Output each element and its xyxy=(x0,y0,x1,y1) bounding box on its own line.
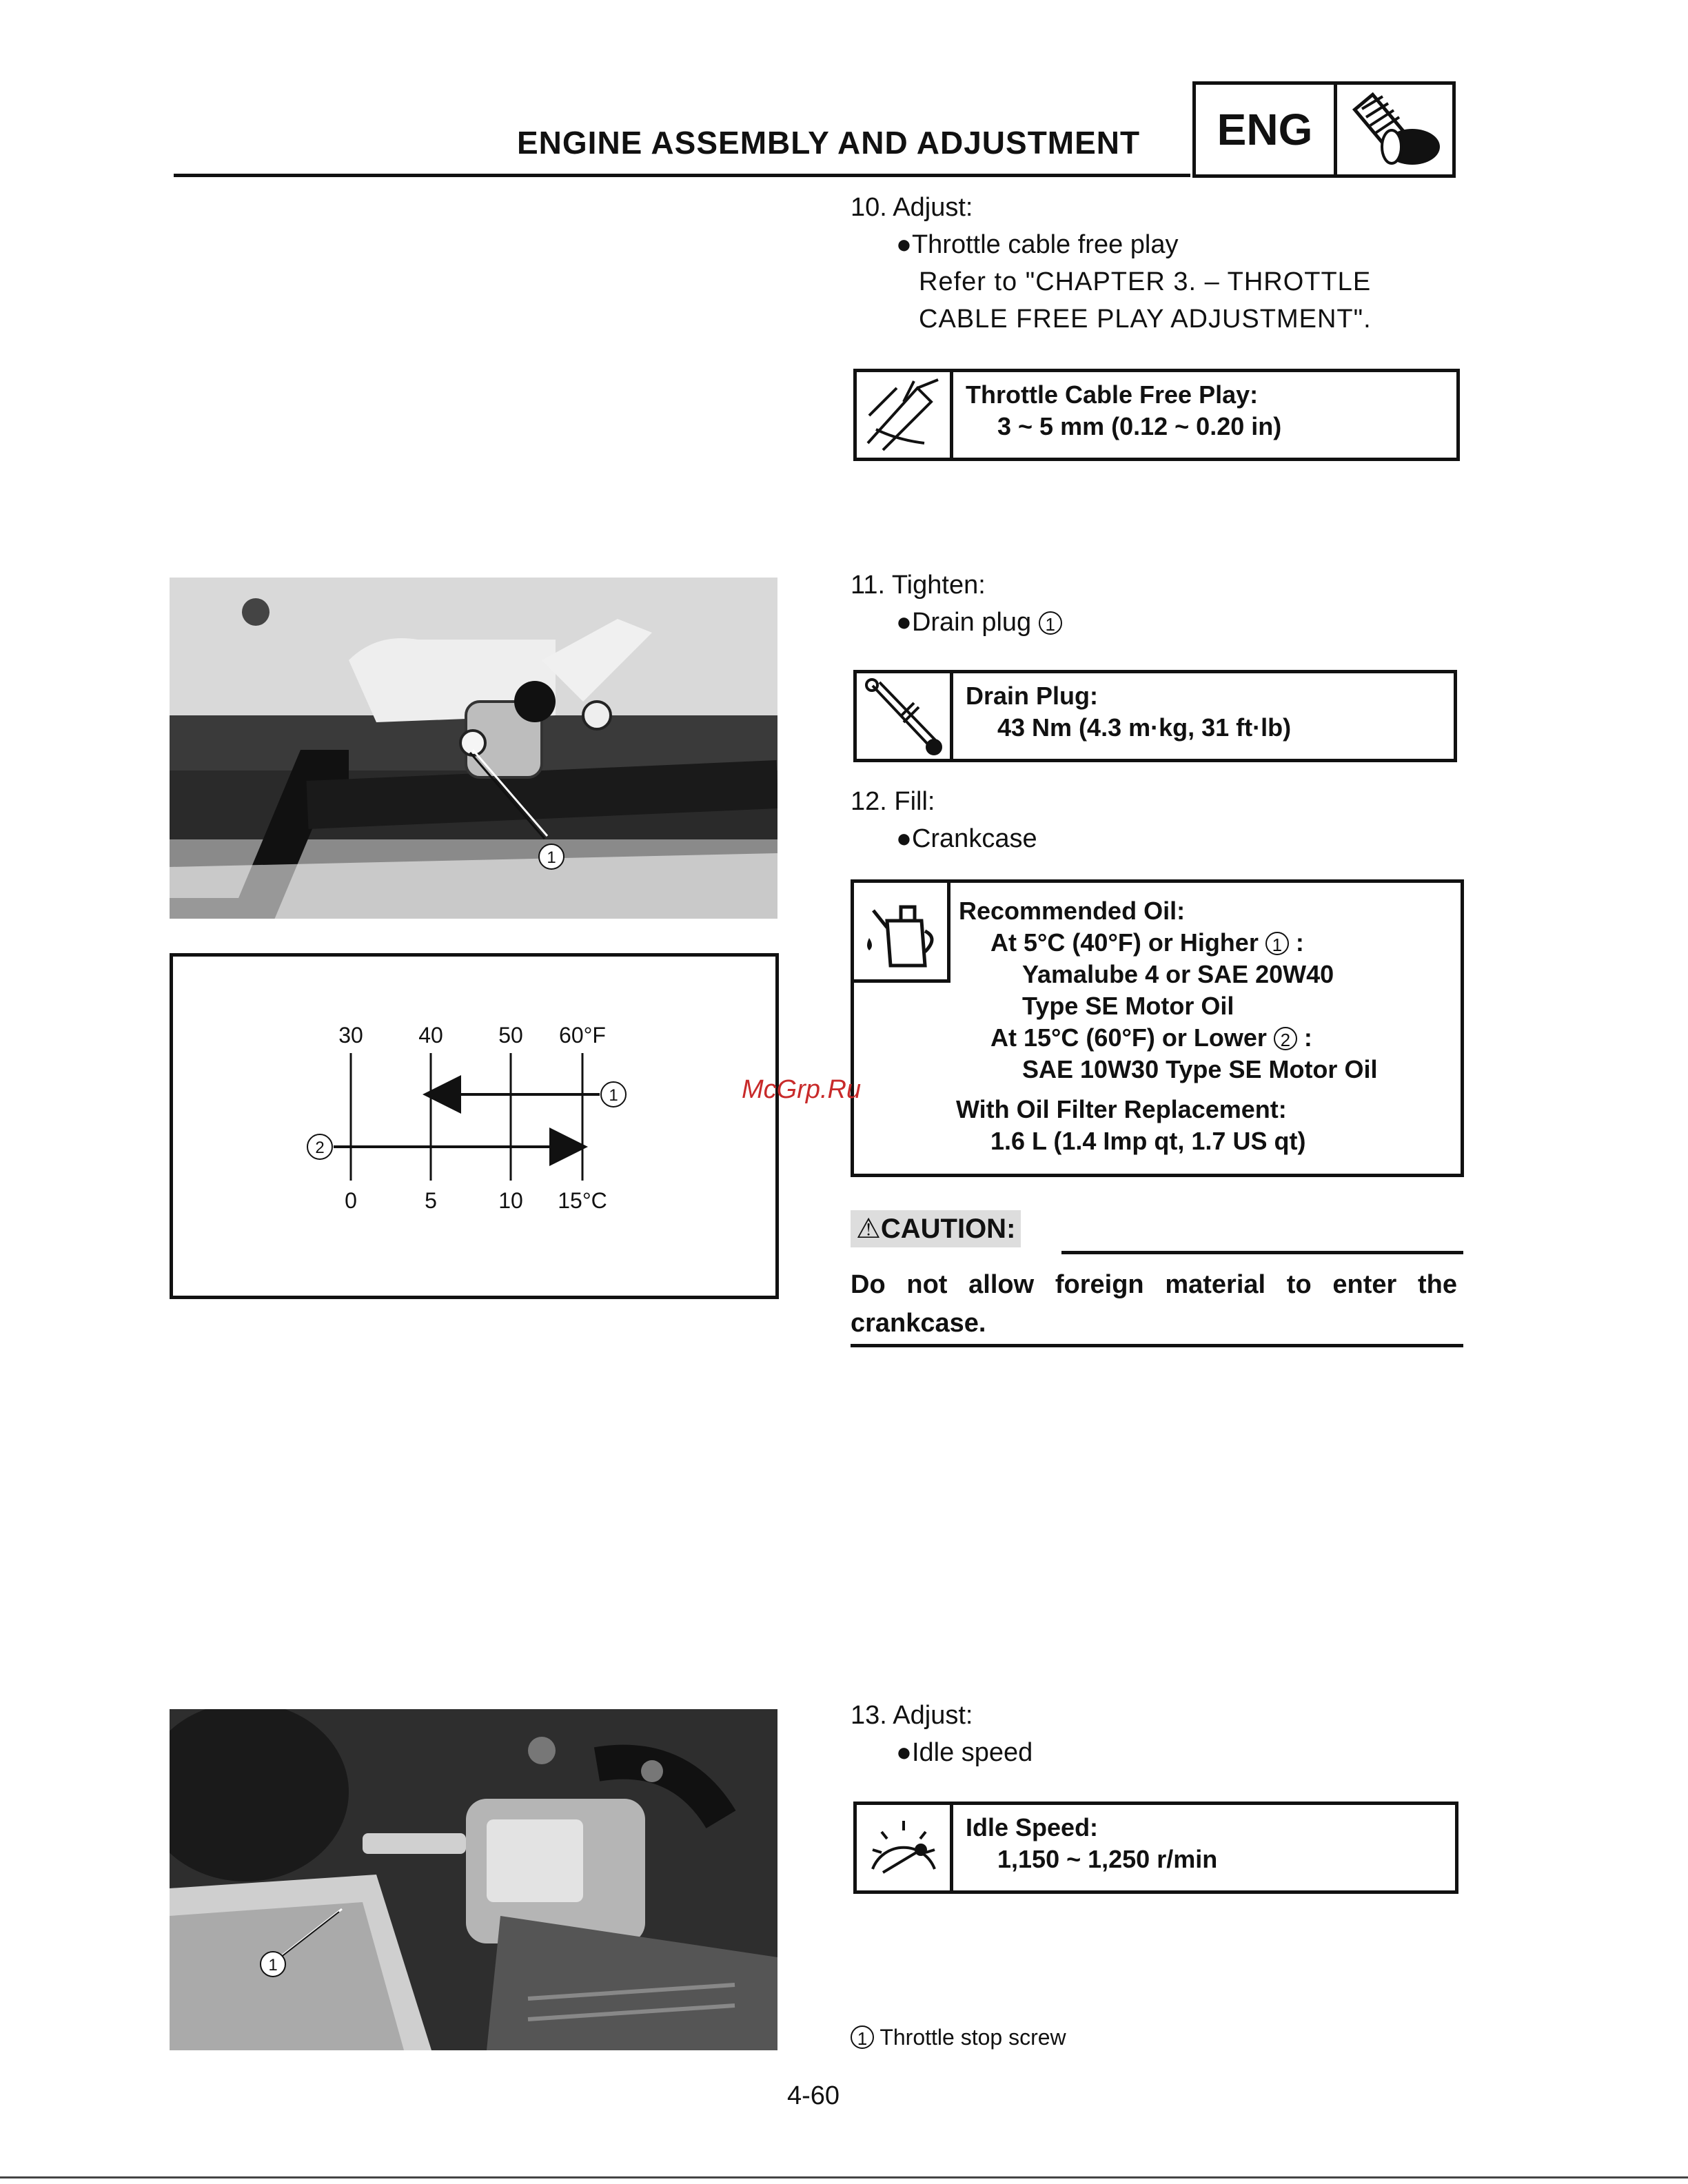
chapter-badge xyxy=(1192,81,1456,178)
fahrenheit-tick-label: 60°F xyxy=(559,1023,606,1048)
fahrenheit-tick-label: 30 xyxy=(338,1023,363,1048)
watermark: McGrp.Ru xyxy=(742,1075,862,1104)
chapter-badge-label: ENG xyxy=(1196,85,1337,174)
page-bottom-rule xyxy=(0,2176,1688,2178)
step-12-heading: 12. Fill: xyxy=(851,787,935,816)
caution-bottom-rule xyxy=(851,1344,1463,1347)
throttle-free-play-spec xyxy=(853,369,1460,461)
engine-icon xyxy=(1337,85,1452,174)
celsius-tick-label: 15°C xyxy=(558,1188,607,1213)
spec-value: 43 Nm (4.3 m·kg, 31 ft·lb) xyxy=(997,713,1292,742)
throttle-stop-screw-photo xyxy=(170,1709,777,2050)
oil-temperature-chart xyxy=(170,953,779,1299)
spec-value: 1,150 ~ 1,250 r/min xyxy=(997,1845,1218,1873)
step-10-reference-line2: CABLE FREE PLAY ADJUSTMENT". xyxy=(919,305,1372,334)
spec-label: Throttle Cable Free Play: xyxy=(966,380,1259,409)
photo-caption-text: Throttle stop screw xyxy=(879,2025,1066,2050)
section-title: ENGINE ASSEMBLY AND ADJUSTMENT xyxy=(517,125,1141,161)
oil-type-1a: Yamalube 4 or SAE 20W40 xyxy=(1022,960,1334,988)
recommended-oil-spec xyxy=(851,879,1464,1177)
oil-type-1b: Type SE Motor Oil xyxy=(1022,992,1234,1020)
photo-callout-1: 1 xyxy=(268,1956,278,1974)
spec-label: Recommended Oil: xyxy=(959,897,1186,925)
tachometer-icon xyxy=(857,1805,953,1890)
step-11-item xyxy=(896,608,1062,637)
celsius-tick-label: 0 xyxy=(345,1188,357,1213)
oil-filter-label: With Oil Filter Replacement: xyxy=(956,1095,1287,1123)
oil-condition-1-text: At 5°C (40°F) or Higher xyxy=(990,928,1259,957)
step-10-item: ●Throttle cable free play xyxy=(896,230,1179,259)
oil-filter-value: 1.6 L (1.4 Imp qt, 1.7 US qt) xyxy=(990,1127,1306,1155)
step-13-heading: 13. Adjust: xyxy=(851,1701,973,1730)
caution-text: Do not allow foreign material to enter the crankcase. xyxy=(851,1270,1457,1338)
step-11-heading: 11. Tighten: xyxy=(851,571,986,600)
spec-value: 3 ~ 5 mm (0.12 ~ 0.20 in) xyxy=(997,412,1282,440)
step-10-heading: 10. Adjust: xyxy=(851,193,973,222)
step-12-item: ●Crankcase xyxy=(896,824,1037,853)
caliper-icon xyxy=(857,372,953,458)
oil-condition-2-text: At 15°C (60°F) or Lower xyxy=(990,1023,1267,1052)
series-1-label: 1 xyxy=(609,1086,618,1105)
idle-speed-spec xyxy=(853,1802,1458,1894)
oil-condition-1: At 5°C (40°F) or Higher 1 : xyxy=(990,928,1304,957)
ref-marker-1: 1 xyxy=(851,2025,874,2049)
ref-marker-1: 1 xyxy=(1265,932,1289,955)
oil-condition-2: At 15°C (60°F) or Lower 2 : xyxy=(990,1023,1312,1052)
fahrenheit-tick-label: 40 xyxy=(418,1023,443,1048)
photo-caption xyxy=(851,2025,1066,2050)
step-13-item: ●Idle speed xyxy=(896,1738,1033,1767)
ref-marker-1: 1 xyxy=(1039,611,1062,635)
caution-rule xyxy=(1061,1251,1463,1254)
header-rule xyxy=(174,174,1190,177)
spec-label: Idle Speed: xyxy=(966,1813,1099,1841)
torque-wrench-icon xyxy=(857,673,953,759)
celsius-tick-label: 5 xyxy=(425,1188,437,1213)
page-number: 4-60 xyxy=(787,2081,840,2110)
oil-can-icon xyxy=(854,883,950,983)
spec-label: Drain Plug: xyxy=(966,682,1099,710)
step-11-item-text: ●Drain plug xyxy=(896,608,1032,637)
oil-type-2: SAE 10W30 Type SE Motor Oil xyxy=(1022,1055,1378,1083)
celsius-tick-label: 10 xyxy=(498,1188,523,1213)
step-10-reference-line1: Refer to "CHAPTER 3. – THROTTLE xyxy=(919,267,1372,296)
caution-heading: ⚠CAUTION: xyxy=(851,1210,1021,1247)
ref-marker-2: 2 xyxy=(1274,1027,1297,1050)
drain-plug-photo xyxy=(170,578,777,919)
photo-callout-1: 1 xyxy=(547,848,556,867)
drain-plug-torque-spec xyxy=(853,670,1457,762)
fahrenheit-tick-label: 50 xyxy=(498,1023,523,1048)
series-2-label: 2 xyxy=(315,1139,325,1157)
